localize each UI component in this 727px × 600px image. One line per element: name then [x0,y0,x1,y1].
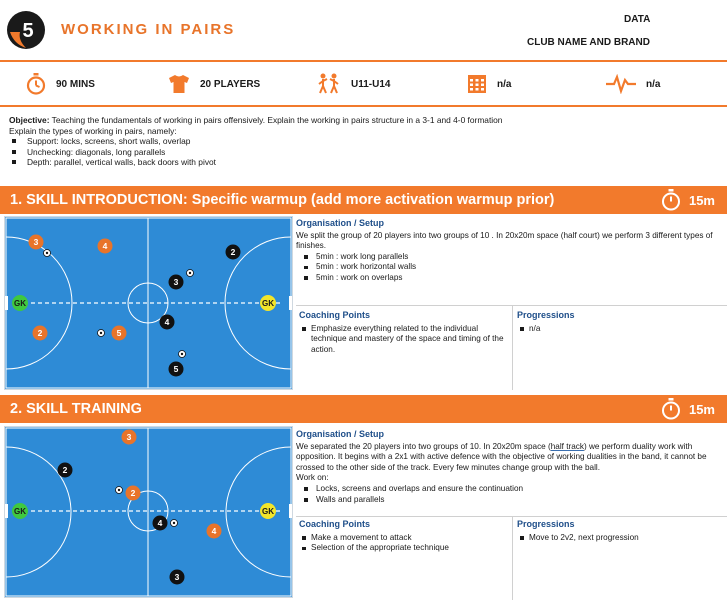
svg-text:GK: GK [14,299,26,308]
pitch-diagram [5,217,292,389]
ball-icon [116,487,123,494]
svg-text:5: 5 [22,20,34,42]
organisation-heading: Organisation / Setup [296,429,385,439]
page-header [0,0,727,58]
stopwatch-icon [661,189,681,211]
progressions-heading: Progressions [517,310,575,320]
organisation-item: 5min : work long parallels [296,252,727,263]
player-orange [98,239,113,254]
organisation-text [296,442,727,474]
section-1-time: 15m [688,193,715,208]
progression-item: n/a [517,324,722,335]
objective-item: Depth: parallel, vertical walls, back doors with pivot [9,157,721,168]
svg-text:2: 2 [37,328,43,338]
organisation-item: 5min : work on overlaps [296,273,727,284]
progression-item: Move to 2v2, next progression [517,533,722,544]
shirt-icon [168,74,190,94]
organisation-heading: Organisation / Setup [296,218,385,228]
ball-icon [179,351,186,358]
section-1-title: 1. SKILL INTRODUCTION: Specific warmup (add more activation warmup prior) [10,192,555,208]
player-black [169,362,184,377]
svg-text:5: 5 [173,364,179,374]
svg-text:GK: GK [14,507,26,516]
header-divider [0,60,727,62]
svg-text:3: 3 [174,572,180,582]
ball-icon [44,250,51,257]
section-2-column-divider [512,516,513,600]
section-2-coaching-points [299,519,505,554]
player-black [226,245,241,260]
player-black [160,315,175,330]
section-1-progressions [517,310,722,334]
player-orange [122,430,137,445]
heartbeat-icon [606,74,636,94]
section-2-organisation [296,429,727,505]
objective-text: Teaching the fundamentals of working in pairs offensively. Explain the working in pairs structure in a 3-1 and 4-0 formation [49,115,503,125]
pitch-diagram [5,427,292,597]
section-2-pitch [4,426,293,598]
organisation-text: We split the group of 20 players into two groups of 10 . In 20x20m space (half court) we perform 3 different types of finishes. [296,230,713,251]
player-orange [112,326,127,341]
logo-icon [6,10,46,50]
stat-duration [26,63,95,105]
section-2-title: 2. SKILL TRAINING [10,401,142,417]
svg-text:4: 4 [211,526,217,536]
coaching-item: Selection of the appropriate technique [299,543,505,554]
organisation-item: 5min : work horizontal walls [296,262,727,273]
objective-item: Unchecking: diagonals, long parallels [9,147,721,158]
objective-item: Support: locks, screens, short walls, overlap [9,136,721,147]
section-1-column-divider [512,305,513,390]
progressions-heading: Progressions [517,519,575,529]
page-title: WORKING IN PAIRS [61,21,236,38]
stat-date [467,63,511,105]
coaching-heading: Coaching Points [299,310,371,320]
coaching-item: Emphasize everything related to the individual technique and mastery of the space and timing of the action. [299,324,505,356]
objective-label: Objective: [9,115,50,125]
player-black [58,463,73,478]
svg-text:5: 5 [116,328,122,338]
svg-text:3: 3 [33,237,39,247]
section-1-header [0,186,727,214]
coaching-heading: Coaching Points [299,519,371,529]
player-black [169,275,184,290]
work-on-label: Work on: [296,473,329,483]
player-orange [207,524,222,539]
svg-text:4: 4 [164,317,170,327]
goalkeeper-right [260,503,276,519]
section-2-progressions [517,519,722,543]
svg-text:3: 3 [126,432,132,442]
organisation-text-part: ) we perform duality work with opposition. It begins with a 2x1 with active defence with the objective of working dualities in the band, it cannot be crossed to the other side of the track. Every few minutes change group with the ball. [296,441,707,472]
organisation-item: Walls and parallels [296,495,727,506]
ball-icon [171,520,178,527]
stat-players [168,63,260,105]
ball-icon [98,330,105,337]
stats-divider [0,105,727,107]
data-label: DATA [624,14,651,25]
objective-block [9,115,721,168]
svg-text:2: 2 [230,247,236,257]
svg-text:4: 4 [157,518,163,528]
section-1-pitch [4,216,293,390]
age-group-value: U11-U14 [351,78,391,90]
stat-age-group [317,63,390,105]
section-1-organisation [296,218,727,284]
duration-value: 90 MINS [56,78,95,90]
svg-text:3: 3 [173,277,179,287]
goalkeeper-right [260,295,276,311]
stopwatch-icon [661,398,681,420]
section-2-header [0,395,727,423]
goalkeeper-left [12,503,28,519]
organisation-text-highlight: half track [550,441,584,451]
svg-text:2: 2 [130,488,136,498]
player-orange [33,326,48,341]
svg-text:GK: GK [262,507,274,516]
stat-intensity [606,63,660,105]
objective-line2: Explain the types of working in pairs, namely: [9,125,177,136]
session-stats [0,63,727,105]
player-orange [126,486,141,501]
coaching-item: Make a movement to attack [299,533,505,544]
player-orange [29,235,44,250]
organisation-item: Locks, screens and overlaps and ensure the continuation [296,484,727,495]
players-icon [317,73,341,95]
section-2-time: 15m [688,402,715,417]
ball-icon [187,270,194,277]
goalkeeper-left [12,295,28,311]
player-black [170,570,185,585]
players-value: 20 PLAYERS [200,78,261,90]
intensity-value: n/a [646,78,661,90]
date-value: n/a [497,78,512,90]
stopwatch-icon [26,73,46,95]
calendar-icon [467,74,487,94]
club-name-label: CLUB NAME AND BRAND [527,37,650,48]
svg-text:GK: GK [262,299,274,308]
svg-text:2: 2 [62,465,68,475]
svg-text:4: 4 [102,241,108,251]
player-black [153,516,168,531]
section-1-coaching-points [299,310,505,355]
organisation-text-part: We separated the 20 players into two groups of 10. In 20x20m space ( [296,441,551,451]
